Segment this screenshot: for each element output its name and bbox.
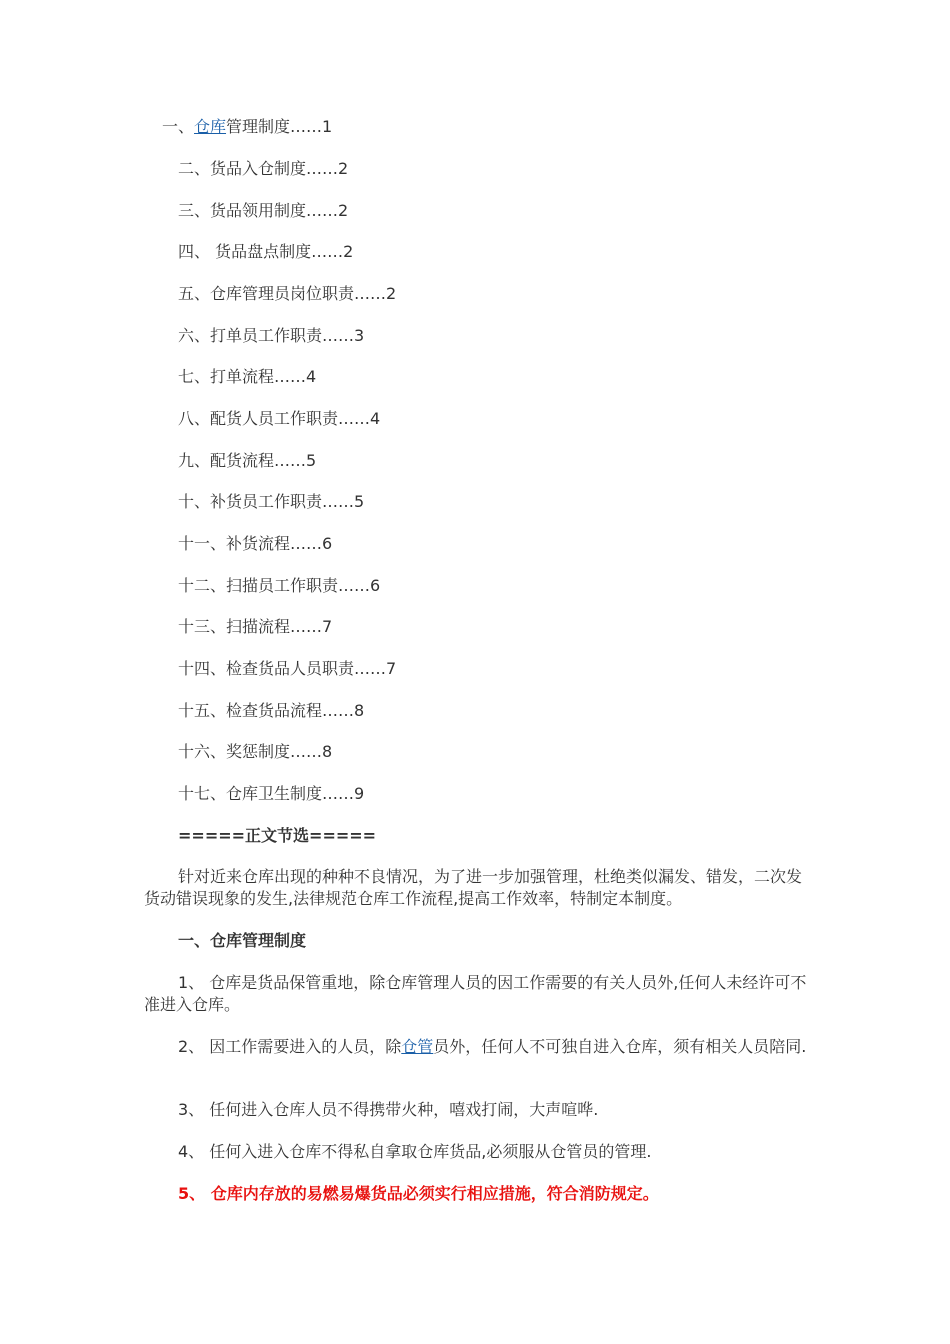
rule-2 bbox=[144, 1036, 809, 1058]
toc-item-14: 十四、检查货品人员职责……7 bbox=[178, 659, 397, 678]
toc-item-15: 十五、检查货品流程……8 bbox=[178, 701, 365, 720]
toc-item-13: 十三、扫描流程……7 bbox=[178, 617, 333, 636]
toc-item-2: 二、货品入仓制度……2 bbox=[178, 159, 349, 178]
toc-item-7: 七、打单流程……4 bbox=[178, 367, 317, 386]
rule-2-before: 2、 因工作需要进入的人员，除 bbox=[178, 1037, 402, 1056]
toc-item-8: 八、配货人员工作职责……4 bbox=[178, 409, 381, 428]
toc-item-16: 十六、奖惩制度……8 bbox=[178, 742, 333, 761]
intro-paragraph: 针对近来仓库出现的种种不良情况，为了进一步加强管理，杜绝类似漏发、错发，二次发货动错误现象的发生,法律规范仓库工作流程,提高工作效率，特制定本制度。 bbox=[144, 867, 803, 908]
excerpt-separator: =====正文节选===== bbox=[178, 826, 377, 845]
rule-2-after: 员外，任何人不可独自进入仓库，须有相关人员陪同. bbox=[433, 1037, 807, 1056]
rule-1: 1、 仓库是货品保管重地，除仓库管理人员的因工作需要的有关人员外,任何人未经许可不准进入仓库。 bbox=[144, 973, 807, 1014]
warehouse-link[interactable]: 仓库 bbox=[194, 117, 227, 136]
toc-item-11: 十一、补货流程……6 bbox=[178, 534, 333, 553]
rule-3: 3、 任何进入仓库人员不得携带火种，嘻戏打闹，大声喧哗. bbox=[178, 1100, 599, 1119]
toc-item-5: 五、仓库管理员岗位职责……2 bbox=[178, 284, 397, 303]
toc-item-10: 十、补货员工作职责……5 bbox=[178, 492, 365, 511]
toc-prefix: 一、 bbox=[162, 117, 195, 136]
toc-rest: 管理制度……1 bbox=[226, 117, 333, 136]
warehouse-keeper-link[interactable]: 仓管 bbox=[401, 1037, 434, 1056]
rule-4: 4、 任何入进入仓库不得私自拿取仓库货品,必须服从仓管员的管理. bbox=[178, 1142, 652, 1161]
toc-item-4: 四、 货品盘点制度……2 bbox=[178, 242, 354, 261]
toc-item-3: 三、货品领用制度……2 bbox=[178, 201, 349, 220]
toc-item-12: 十二、扫描员工作职责……6 bbox=[178, 576, 381, 595]
toc-item-17: 十七、仓库卫生制度……9 bbox=[178, 784, 365, 803]
toc-item-1 bbox=[162, 116, 332, 138]
rule-5-warning: 5、 仓库内存放的易燃易爆货品必须实行相应措施，符合消防规定。 bbox=[178, 1184, 659, 1203]
toc-item-6: 六、打单员工作职责……3 bbox=[178, 326, 365, 345]
toc-item-9: 九、配货流程……5 bbox=[178, 451, 317, 470]
section-title: 一、仓库管理制度 bbox=[178, 931, 307, 950]
